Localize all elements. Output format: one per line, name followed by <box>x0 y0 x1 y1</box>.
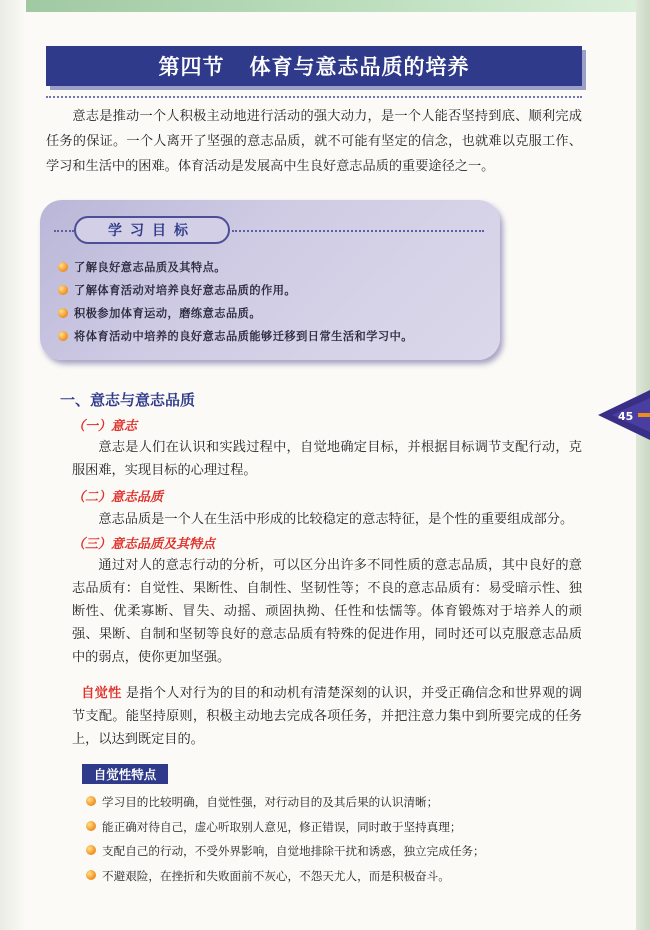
keyword-consciousness: 自觉性 <box>81 686 122 701</box>
page-right-edge <box>636 0 650 930</box>
traits-list <box>86 790 485 888</box>
orange-bullet-icon <box>86 821 96 831</box>
trait-item: 不避艰险，在挫折和失败面前不灰心，不怨天尤人，而是积极奋斗。 <box>86 864 485 889</box>
trait-item: 能正确对待自己，虚心听取别人意见，修正错误，同时敢于坚持真理； <box>86 815 485 840</box>
goal-item: 了解良好意志品质及其特点。 <box>58 256 413 279</box>
trait-item: 学习目的比较明确，自觉性强，对行动目的及其后果的认识清晰； <box>86 790 485 815</box>
orange-bullet-icon <box>58 308 68 318</box>
learning-goals-label-text: 学习目标 <box>108 223 196 239</box>
para-consciousness <box>72 682 582 751</box>
traits-label: 自觉性特点 <box>82 764 168 784</box>
orange-bullet-icon <box>86 796 96 806</box>
intro-paragraph: 意志是推动一个人积极主动地进行活动的强大动力，是一个人能否坚持到底、顺利完成任务的保证。一个人离开了坚强的意志品质，就不可能有坚定的信念，也就难以克服工作、学习和生活中的困难。体育活动是发展高中生良好意志品质的重要途径之一。 <box>46 109 582 174</box>
learning-goals-box <box>40 200 500 360</box>
learning-goals-list <box>58 256 413 348</box>
orange-bullet-icon <box>86 870 96 880</box>
goal-dotted-line-left <box>54 230 74 232</box>
top-color-band <box>0 0 650 12</box>
goal-item: 积极参加体育运动，磨练意志品质。 <box>58 302 413 325</box>
section-title-bar <box>46 46 582 86</box>
dotted-divider <box>46 96 582 98</box>
trait-item: 支配自己的行动，不受外界影响，自觉地排除干扰和诱惑，独立完成任务； <box>86 839 485 864</box>
page-left-shadow <box>0 0 26 930</box>
orange-bullet-icon <box>58 262 68 272</box>
para-traits: 通过对人的意志行动的分析，可以区分出许多不同性质的意志品质，其中良好的意志品质有：自觉性、果断性、自制性、坚韧性等；不良的意志品质有：易受暗示性、独断性、优柔寡断、冒失、动摇、顽固执拗、任性和怯懦等。体育锻炼对于培养人的顽强、果断、自制和坚韧等良好的意志品质有特殊的促进作用，同时还可以克服意志品质中的弱点，使你更加坚强。 <box>72 558 582 665</box>
sub-heading-will-quality: （二）意志品质 <box>72 490 164 505</box>
orange-bullet-icon <box>86 845 96 855</box>
section-title: 第四节 体育与意志品质的培养 <box>158 54 470 79</box>
heading-1: 一、意志与意志品质 <box>60 391 196 409</box>
para-will-quality: 意志品质是一个人在生活中形成的比较稳定的意志特征，是个性的重要组成部分。 <box>98 512 574 527</box>
goal-item: 将体育活动中培养的良好意志品质能够迁移到日常生活和学习中。 <box>58 325 413 348</box>
consciousness-text: 是指个人对行为的目的和动机有清楚深刻的认识，并受正确信念和世界观的调节支配。能坚持原则，积极主动地去完成各项任务，并把注意力集中到所要完成的任务上，以达到既定目的。 <box>72 686 582 747</box>
goal-item: 了解体育活动对培养良好意志品质的作用。 <box>58 279 413 302</box>
orange-bullet-icon <box>58 331 68 341</box>
orange-bullet-icon <box>58 285 68 295</box>
para-will: 意志是人们在认识和实践过程中，自觉地确定目标，并根据目标调节支配行动，克服困难，实现目标的心理过程。 <box>72 440 582 478</box>
sub-heading-will: （一）意志 <box>72 419 138 434</box>
page-number: 45 <box>618 410 634 423</box>
sub-heading-traits: （三）意志品质及其特点 <box>72 537 216 552</box>
learning-goals-label <box>74 216 230 244</box>
goal-dotted-line-right <box>232 230 484 232</box>
